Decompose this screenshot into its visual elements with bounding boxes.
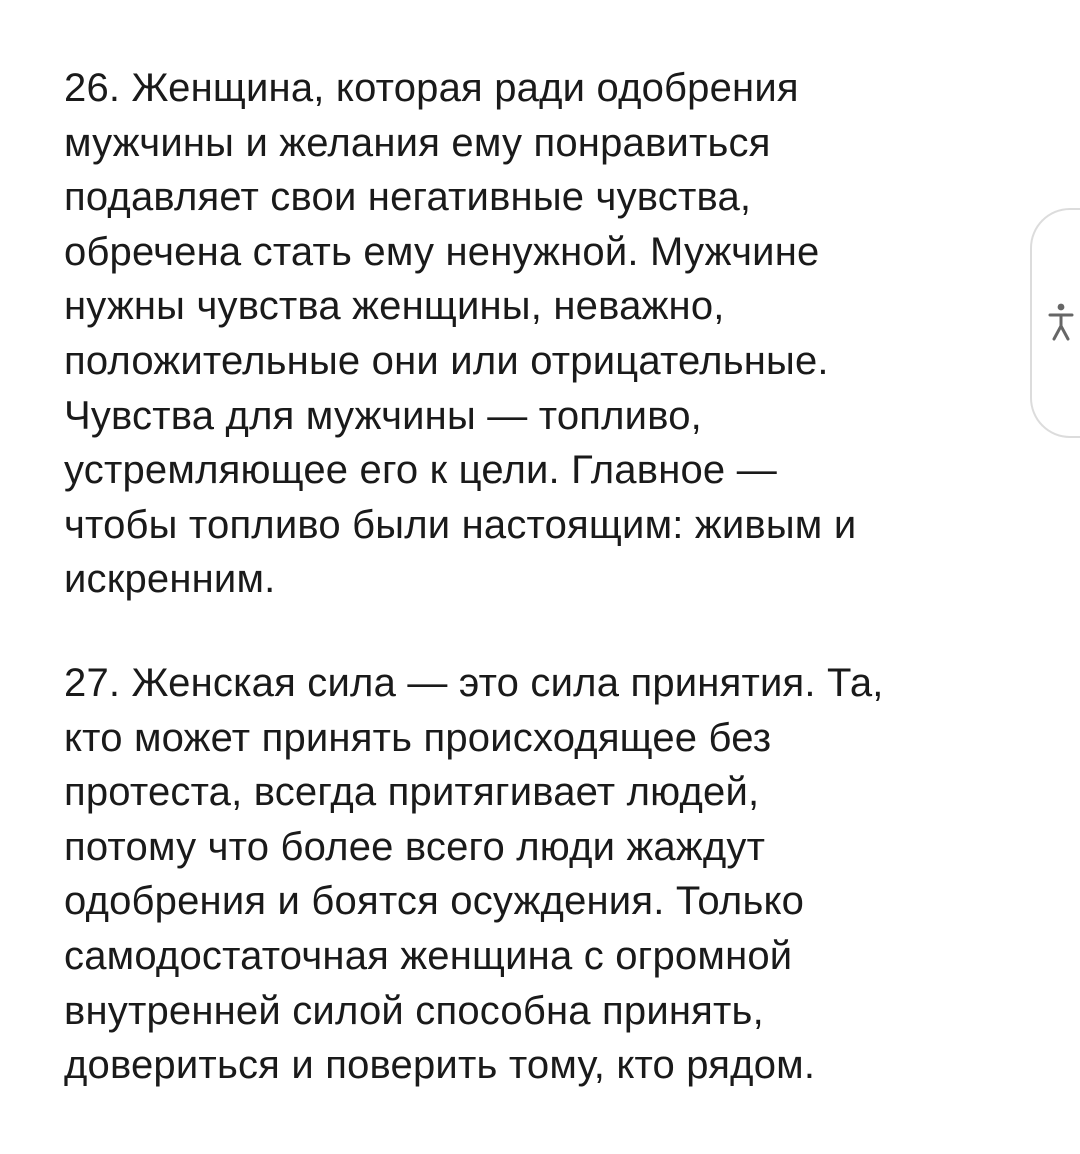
text-line: 27. Женская сила — это сила принятия. Та, [64, 661, 884, 705]
text-line: 26. Женщина, которая ради одобрения [64, 66, 799, 110]
text-line: самодостаточная женщина с огромной [64, 933, 793, 978]
text-line: обречена стать ему ненужной. Мужчине [64, 229, 820, 274]
text-line: положительные они или отрицательные. [64, 338, 829, 383]
text-line: устремляющее его к цели. Главное — [64, 448, 777, 493]
paragraph-27 [64, 656, 1024, 1093]
accessibility-side-tab[interactable] [1030, 208, 1080, 438]
text-line: протеста, всегда притягивает людей, [64, 770, 760, 815]
text-line: внутренней силой способна принять, [64, 988, 764, 1033]
text-line: потому что более всего люди жаждут [64, 824, 766, 869]
text-line: довериться и поверить тому, кто рядом. [64, 1043, 816, 1088]
accessibility-icon [1046, 302, 1076, 342]
text-line: нужны чувства женщины, неважно, [64, 284, 725, 329]
paragraph-26 [64, 61, 1024, 607]
text-line: одобрения и боятся осуждения. Только [64, 879, 805, 924]
text-line: кто может принять происходящее без [64, 715, 772, 760]
text-line: чтобы топливо были настоящим: живым и [64, 502, 857, 547]
text-line: Чувства для мужчины — топливо, [64, 393, 702, 438]
text-line: искренним. [64, 557, 276, 602]
text-line: мужчины и желания ему понравиться [64, 120, 771, 165]
text-line: подавляет свои негативные чувства, [64, 175, 752, 220]
